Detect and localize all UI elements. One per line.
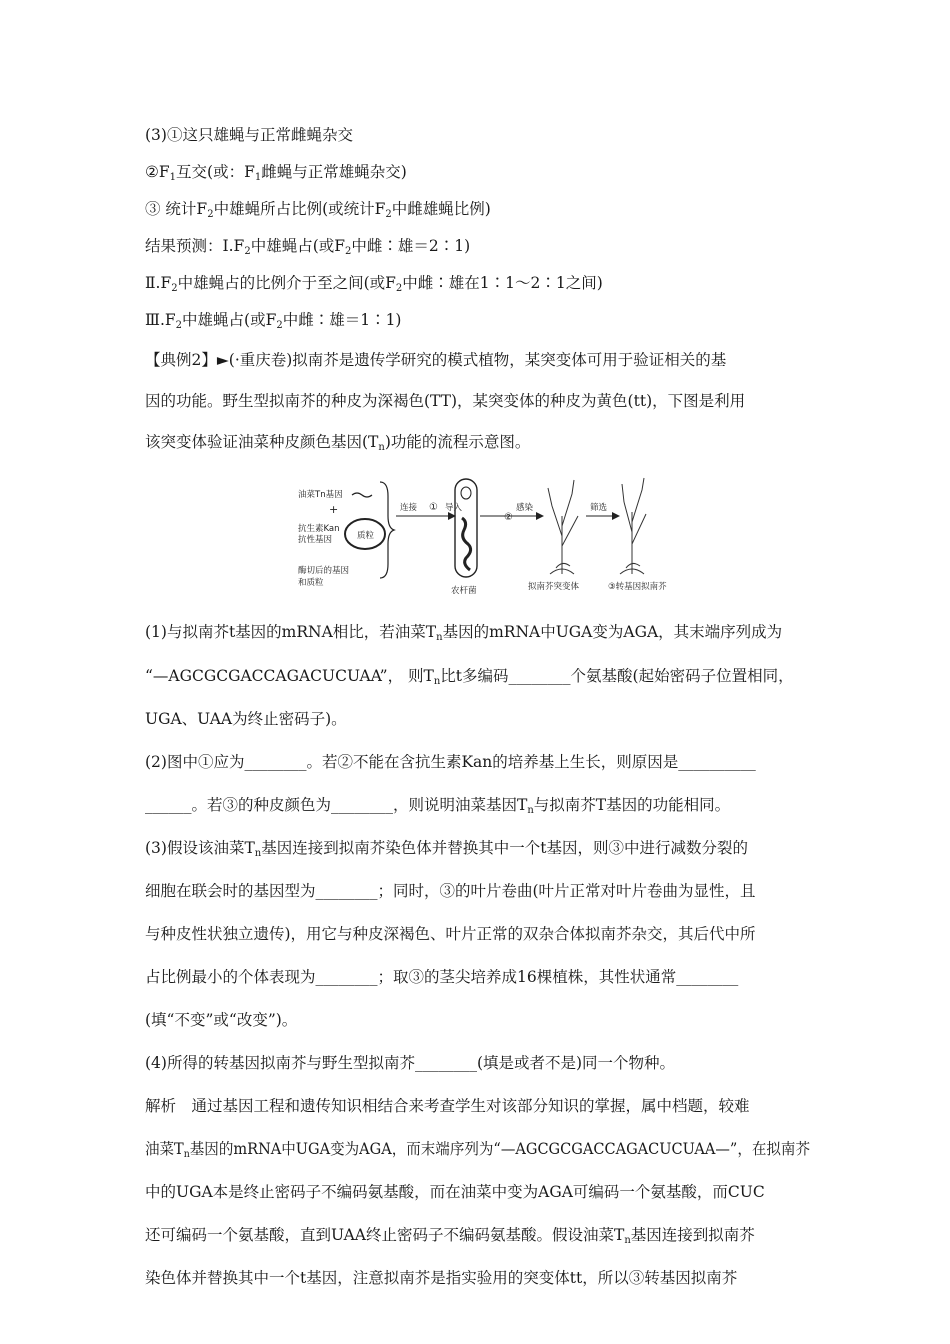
analysis-line-4: 还可编码一个氨基酸，直到UAA终止密码子不编码氨基酸。假设油菜$T_n$基因连接到拟南芥 xyxy=(145,1226,755,1246)
question-3-line-2: 细胞在联会时的基因型为________；同时，③的叶片卷曲(叶片正常对叶片卷曲为显性，且 xyxy=(145,882,756,900)
question-1-line-3: UGA、UAA为终止密码子)。 xyxy=(145,710,347,728)
transgenic-plant-icon xyxy=(620,478,646,574)
question-1-line-2: “—AGCGCGACCAGACUCUAA”， 则$T_n$比t多编码________个氨基酸(起始密码子位置相同， xyxy=(145,667,794,687)
question-3-line-4: 占比例最小的个体表现为________；取③的茎尖培养成16棵植株，其性状通常________ xyxy=(145,968,739,986)
question-2-line-1: (2)图中①应为________。若②不能在含抗生素Kan的培养基上生长，则原因是__________ xyxy=(145,753,756,771)
question-4-line-1: (4)所得的转基因拟南芥与野生型拟南芥________(填是或者不是)同一个物种。 xyxy=(145,1054,676,1072)
question-3-line-3: 与种皮性状独立遗传)，用它与种皮深褐色、叶片正常的双杂合体拟南芥杂交，其后代中所 xyxy=(145,925,756,943)
fig-kan-label-2: 抗性基因 xyxy=(298,535,333,545)
fig-transgenic-label: ③转基因拟南芥 xyxy=(608,582,667,592)
flowchart-figure xyxy=(290,476,690,600)
brace-shape xyxy=(380,482,394,578)
analysis-line-5: 染色体并替换其中一个t基因，注意拟南芥是指实验用的突变体tt，所以③转基因拟南芥 xyxy=(145,1269,738,1287)
fig-plasmid-label: 质粒 xyxy=(357,531,375,541)
fig-plus: + xyxy=(329,503,339,516)
fig-step-import: 导入 xyxy=(445,503,463,513)
fig-bacterium-label: 农杆菌 xyxy=(451,586,477,596)
answer-line-3: ③ 统计$F_2$中雄蝇所占比例(或统计$F_2$中雌雄蝇比例) xyxy=(145,200,491,220)
fig-step-1: ① xyxy=(429,502,438,513)
question-1-line-1: (1)与拟南芥t基因的mRNA相比，若油菜$T_n$基因的mRNA中UGA变为AGA，其末端序列成为 xyxy=(145,623,783,643)
answer-line-2: $②F_1$互交(或：$F_1$雌蝇与正常雄蝇杂交) xyxy=(145,163,407,183)
fig-cut-label-2: 和质粒 xyxy=(298,578,324,588)
question-3-line-1: (3)假设该油菜$T_n$基因连接到拟南芥染色体并替换其中一个t基因，则③中进行减数分裂的 xyxy=(145,839,748,859)
analysis-line-1: 解析 通过基因工程和遗传知识相结合来考查学生对该部分知识的掌握，属中档题，较难 xyxy=(145,1097,750,1115)
example-line-2: 因的功能。野生型拟南芥的种皮为深褐色(TT)，某突变体的种皮为黄色(tt)，下图是利用 xyxy=(145,392,746,410)
fig-step-connect: 连接 xyxy=(400,503,418,513)
bacterium-dna-icon xyxy=(462,518,471,570)
gene-fragment-icon xyxy=(352,493,372,497)
answer-line-6: $Ⅲ.F_2$中雄蝇占(或$F_2$中雌∶雄＝1∶1) xyxy=(145,311,402,331)
fig-kan-label-1: 抗生素Kan xyxy=(298,524,340,534)
arrow-2-head xyxy=(536,512,544,520)
answer-line-5: $Ⅱ.F_2$中雄蝇占的比例介于至之间(或$F_2$中雌∶雄在1∶1～2∶1之间) xyxy=(145,274,603,294)
analysis-line-3: 中的UGA本是终止密码子不编码氨基酸，而在油菜中变为AGA可编码一个氨基酸，而CUC xyxy=(145,1183,765,1201)
arrow-3-head xyxy=(612,512,620,520)
answer-line-4: 结果预测：$Ⅰ.F_2$中雄蝇占(或$F_2$中雌∶雄＝2∶1) xyxy=(145,237,471,257)
fig-mutant-label: 拟南芥突变体 xyxy=(528,582,580,592)
example-line-1: 【典例2】►(·重庆卷)拟南芥是遗传学研究的模式植物，某突变体可用于验证相关的基 xyxy=(145,351,727,369)
cell-nucleus-icon xyxy=(461,487,471,499)
fig-cut-label-1: 酶切后的基因 xyxy=(298,566,350,576)
question-2-line-2: ______。若③的种皮颜色为________，则说明油菜基因$T_n$与拟南芥T基因的功能相同。 xyxy=(145,796,731,816)
answer-line-1: (3)①这只雄蝇与正常雌蝇杂交 xyxy=(145,126,353,144)
fig-step-select: 筛选 xyxy=(590,503,608,513)
fig-gene-label: 油菜Tn基因 xyxy=(298,490,343,500)
question-3-line-5: (填“不变”或“改变”)。 xyxy=(145,1011,298,1029)
fig-step-2: ② xyxy=(504,512,513,523)
mutant-plant-icon xyxy=(548,480,578,574)
fig-step-infect: 感染 xyxy=(516,503,534,513)
example-line-3: 该突变体验证油菜种皮颜色基因$(T_n)$功能的流程示意图。 xyxy=(145,433,531,453)
analysis-line-2: 油菜$T_n$基因的mRNA中UGA变为AGA，而末端序列为“—AGCGCGACCAGACUCUAA—”，在拟南芥 xyxy=(145,1140,810,1160)
